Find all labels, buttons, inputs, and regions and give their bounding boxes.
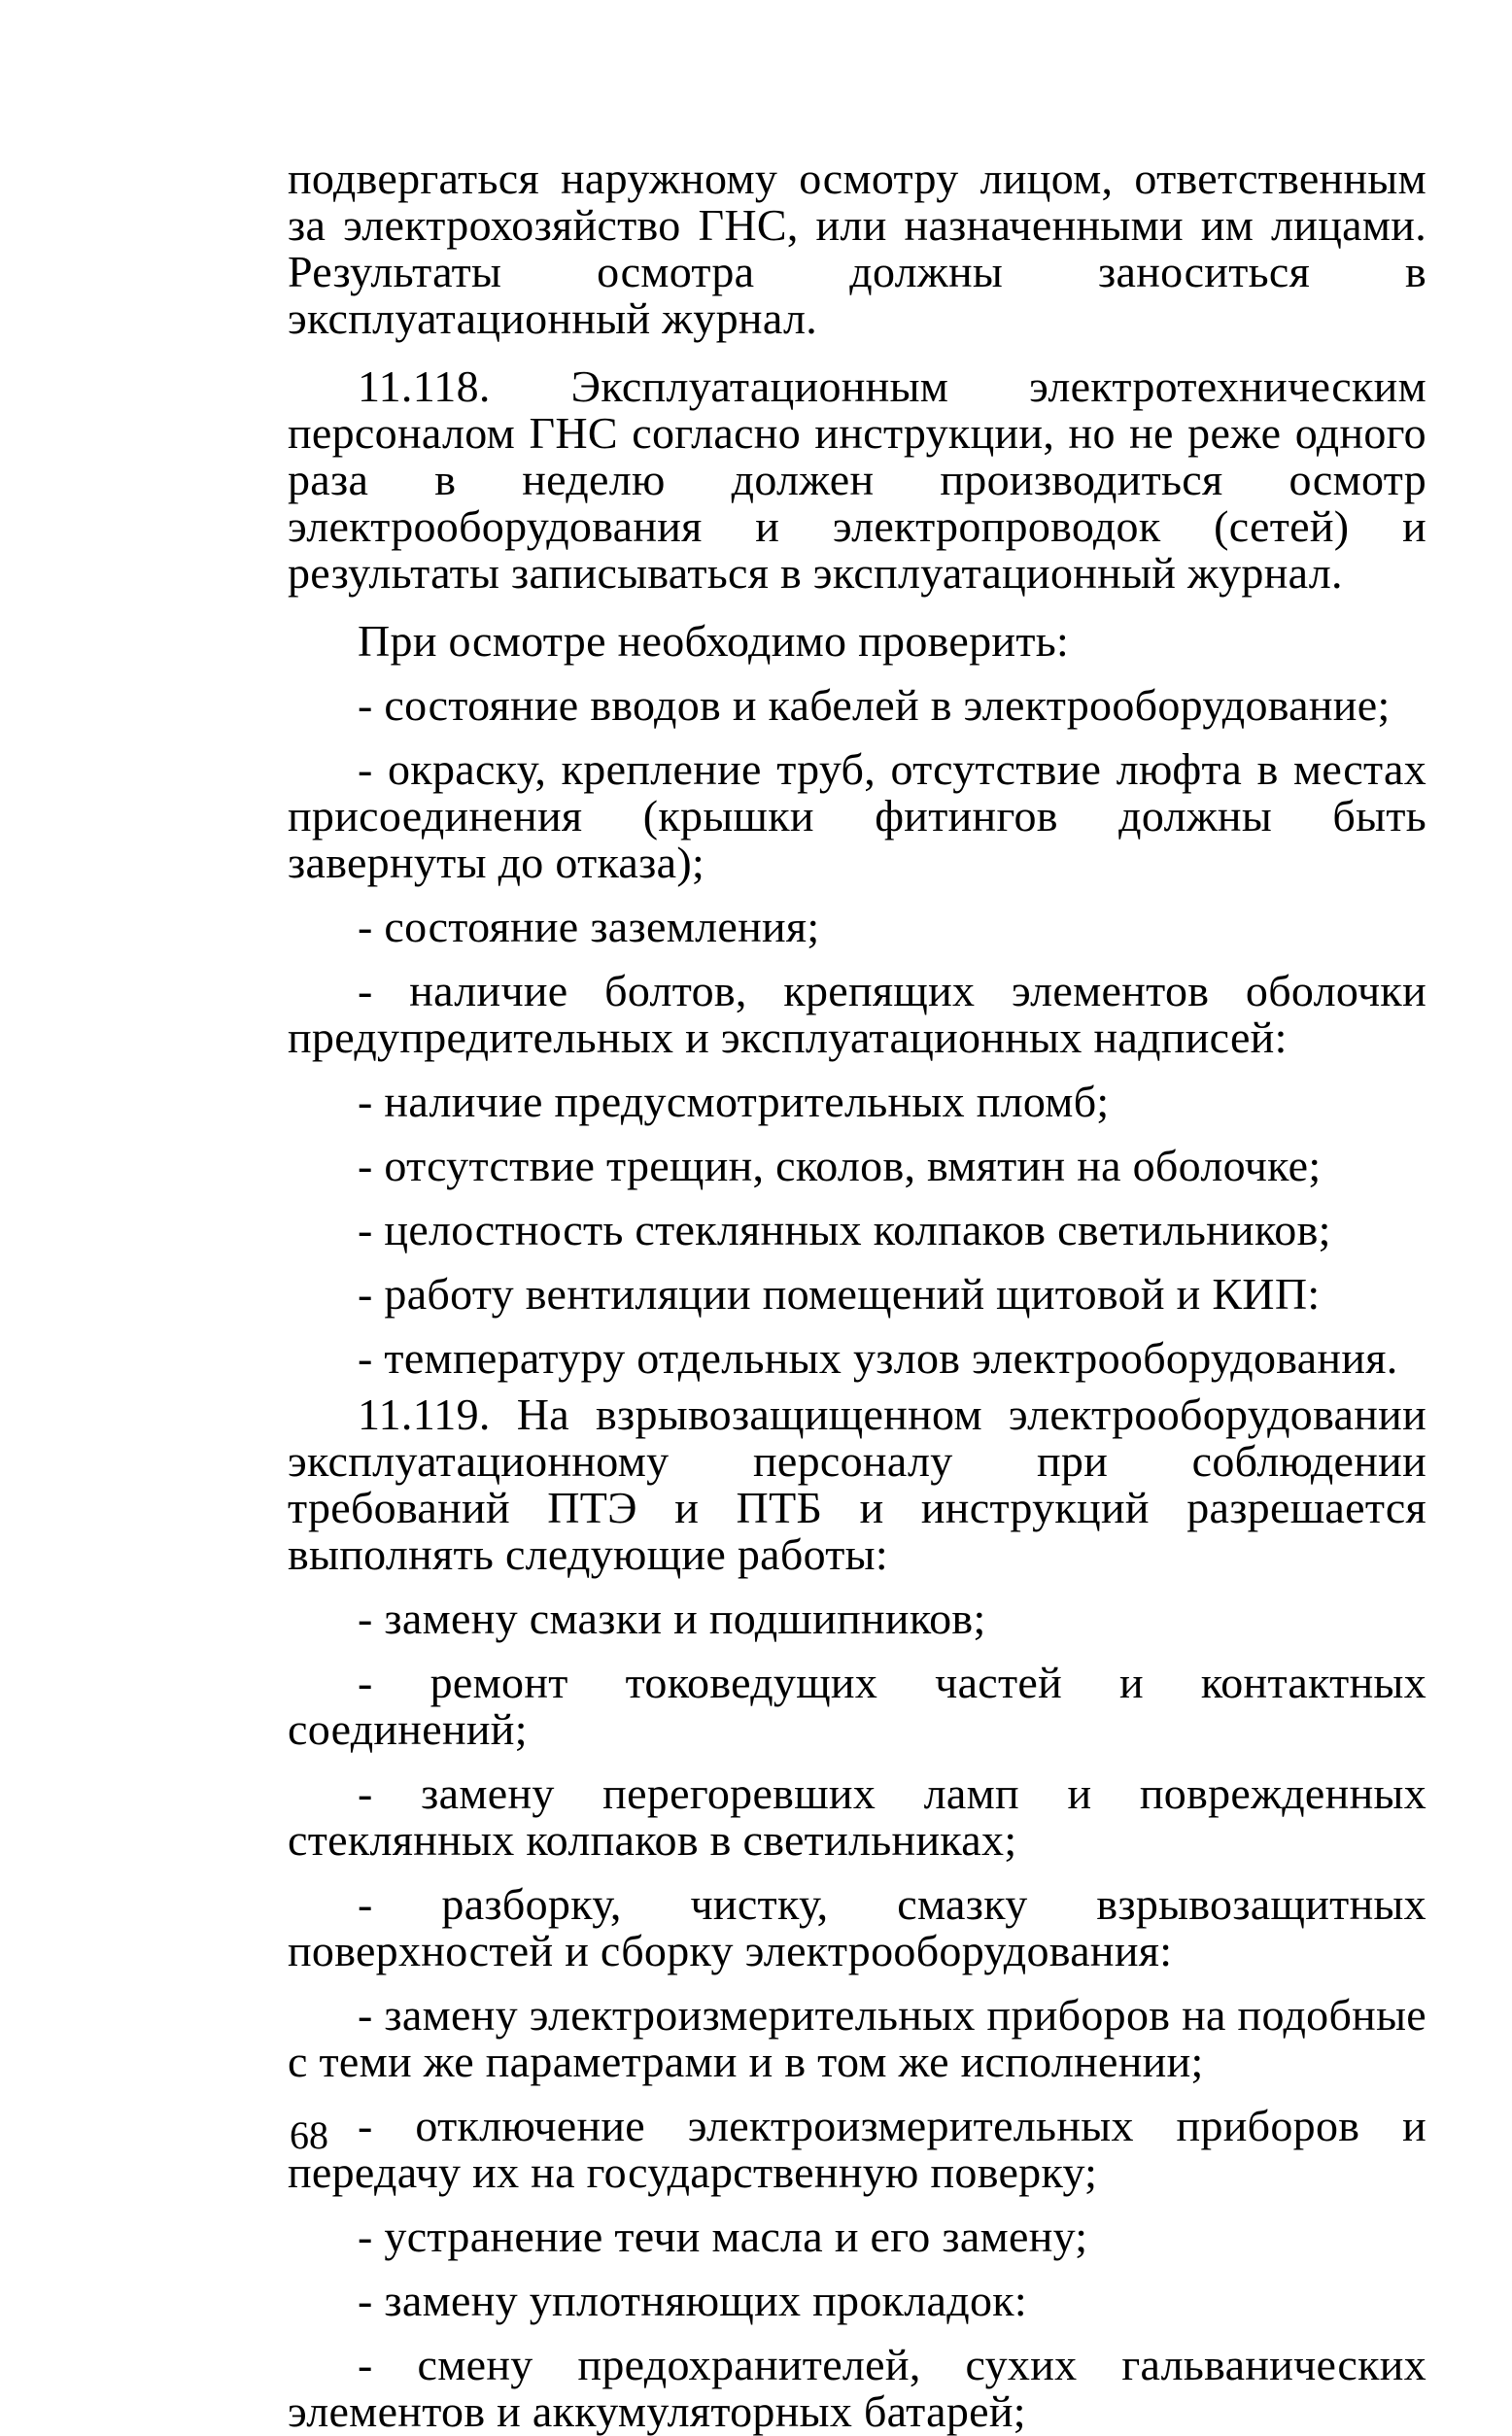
check-item: - целостность стеклянных колпаков светильников; [358, 1205, 1331, 1254]
check-item: - наличие предусмотрительных пломб; [358, 1077, 1110, 1126]
page-body [288, 155, 1426, 2435]
check-item: - наличие болтов, крепящих элементов оболочки предупредительных и эксплуатационных надписей: [288, 966, 1426, 1062]
work-item: - замену электроизмерительных приборов на подобные с теми же параметрами и в том же исполнении; [288, 1990, 1426, 2086]
check-item: - окраску, крепление труб, отсутствие люфта в местах присоединения (крышки фитингов должны быть завернуты до отказа); [288, 744, 1426, 887]
section-11-118: 11.118. Эксплуатационным электротехническим персоналом ГНС согласно инструкции, но не реже одного раза в неделю должен производиться осмотр электрооборудования и электропроводок (сетей) и результаты записываться в эксплуатационный журнал. [288, 361, 1426, 598]
section-11-119: 11.119. На взрывозащищенном электрооборудовании эксплуатационному персоналу при соблюдении требований ПТЭ и ПТБ и инструкций разрешается выполнять следующие работы: [288, 1390, 1426, 1579]
work-list [288, 1595, 1426, 2435]
check-list [288, 682, 1426, 1382]
check-item: - состояние вводов и кабелей в электрооборудование; [358, 680, 1391, 730]
check-intro: При осмотре необходимо проверить: [358, 616, 1070, 666]
work-item: - смену предохранителей, сухих гальванических элементов и аккумуляторных батарей; [288, 2340, 1426, 2436]
check-item: - состояние заземления; [358, 902, 820, 951]
work-item: - разборку, чистку, смазку взрывозащитных поверхностей и сборку электрооборудования: [288, 1879, 1426, 1975]
page-number: 68 [290, 2113, 328, 2157]
work-item: - замену перегоревших ламп и поврежденных стеклянных колпаков в светильниках; [288, 1768, 1426, 1865]
check-item: - отсутствие трещин, сколов, вмятин на оболочке; [358, 1141, 1322, 1190]
check-item: - работу вентиляции помещений щитовой и КИП: [358, 1269, 1321, 1319]
work-item: - отключение электроизмерительных приборов и передачу их на государственную поверку; [288, 2101, 1426, 2197]
work-item: - замену смазки и подшипников; [358, 1594, 986, 1643]
work-item: - ремонт токоведущих частей и контактных соединений; [288, 1658, 1426, 1754]
check-item: - температуру отдельных узлов электрооборудования. [358, 1333, 1398, 1383]
paragraph-continuation: подвергаться наружному осмотру лицом, ответственным за электрохозяйство ГНС, или назначенными им лицами. Результаты осмотра должны заноситься в эксплуатационный журнал. [288, 154, 1426, 343]
work-item: - устранение течи масла и его замену; [358, 2212, 1088, 2261]
work-item: - замену уплотняющих прокладок: [358, 2276, 1027, 2325]
